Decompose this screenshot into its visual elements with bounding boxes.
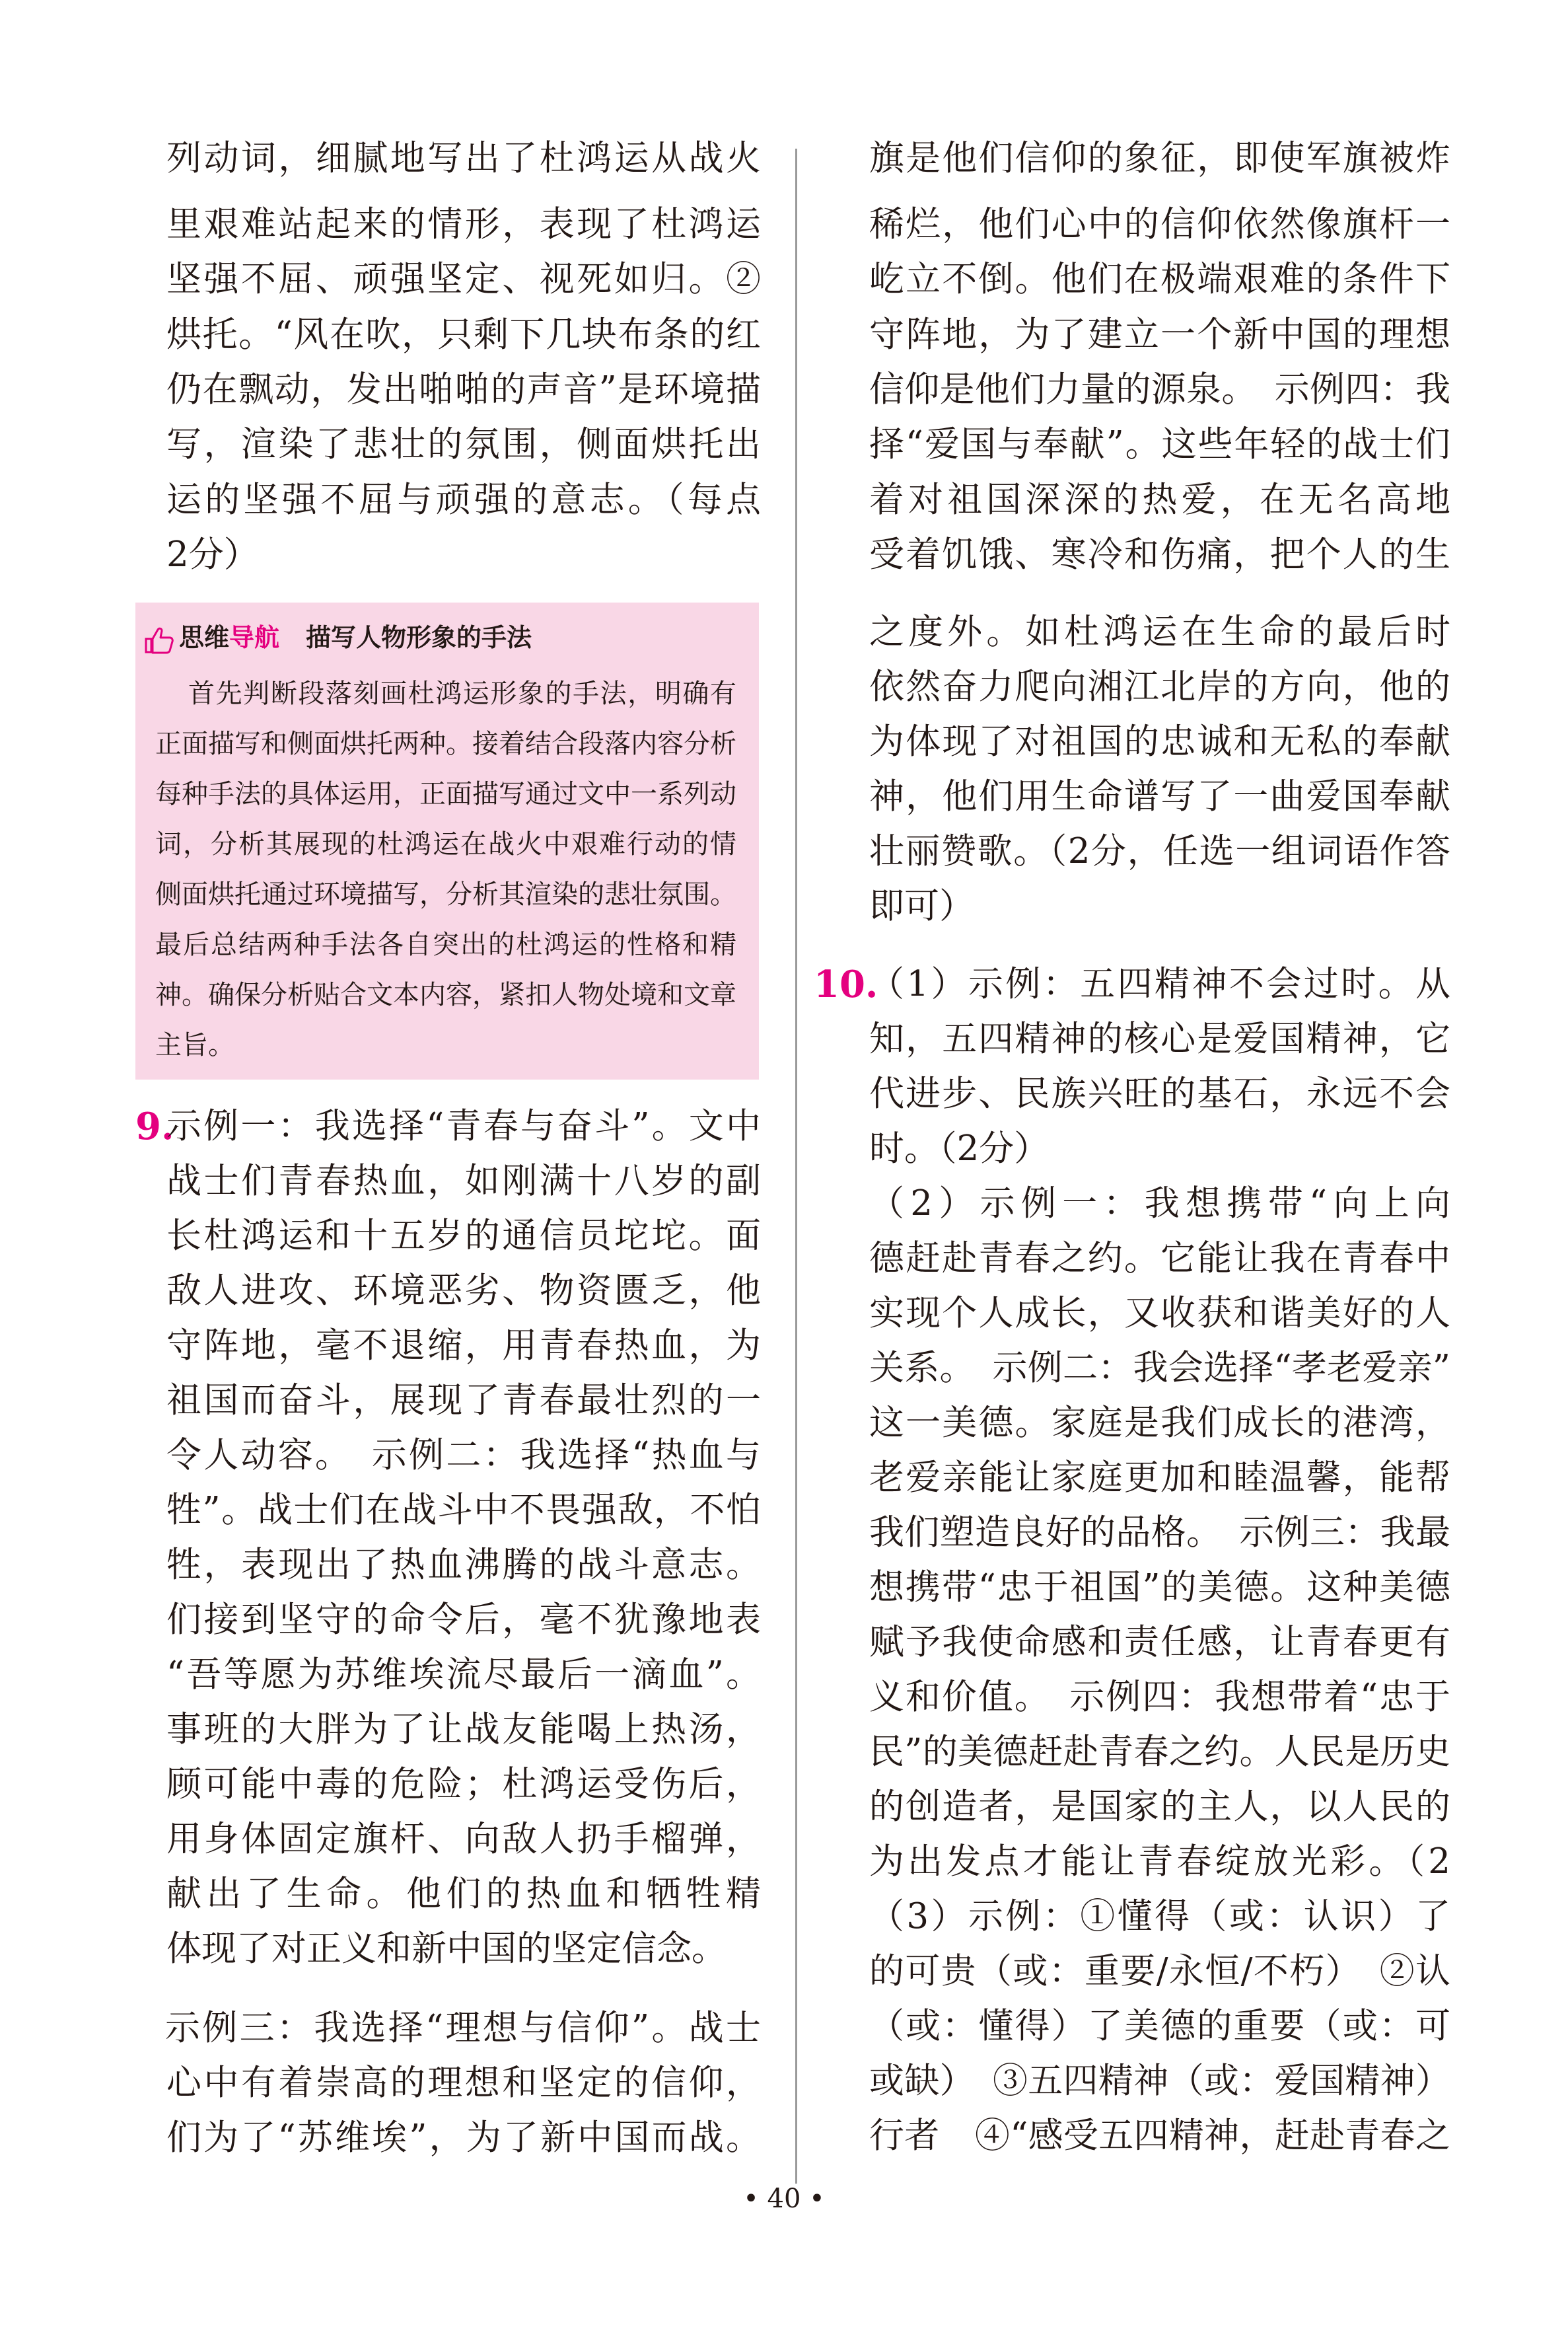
guide-line: 首先判断段落刻画杜鸿运形象的手法，明确有 bbox=[188, 679, 736, 709]
thinking-guide-box bbox=[135, 603, 759, 1080]
answer-line: （或：懂得）了美德的重要（或：可 bbox=[869, 2006, 1450, 2046]
answer-line: 运的坚强不屈与顽强的意志。（每点 bbox=[166, 480, 761, 520]
guide-line: 词，分析其展现的杜鸿运在战火中艰难行动的情 bbox=[155, 829, 736, 860]
answer-line: “吾等愿为苏维埃流尽最后一滴血”。 bbox=[166, 1654, 761, 1695]
guide-label-part1: 思维 bbox=[179, 623, 230, 652]
question-number-10: 10. bbox=[814, 963, 878, 1006]
answer-line: 民”的美德赶赴青春之约。人民是历史 bbox=[869, 1732, 1450, 1772]
answer-line: 或缺） ③五四精神（或：爱国精神） bbox=[869, 2061, 1450, 2101]
answer-line: 实现个人成长，又收获和谐美好的人 bbox=[869, 1293, 1450, 1333]
answer-line: （3）示例：①懂得（或：认识）了 bbox=[869, 1896, 1450, 1937]
answer-line: 着对祖国深深的热爱，在无名高地 bbox=[869, 480, 1450, 520]
answer-line: 关系。 示例二：我会选择“孝老爱亲” bbox=[869, 1348, 1450, 1388]
answer-line: 义和价值。 示例四：我想带着“忠于 bbox=[869, 1677, 1450, 1717]
answer-line: 赋予我使命感和责任感，让青春更有 bbox=[869, 1622, 1450, 1662]
answer-line: 即可） bbox=[869, 886, 974, 926]
answer-line: 为出发点才能让青春绽放光彩。（2 bbox=[869, 1841, 1450, 1882]
answer-line: 牲，表现出了热血沸腾的战斗意志。 bbox=[166, 1545, 761, 1585]
answer-line: 知，五四精神的核心是爱国精神，它 bbox=[869, 1019, 1450, 1059]
guide-line: 神。确保分析贴合文本内容，紧扣人物处境和文章 bbox=[155, 980, 736, 1010]
answer-line: 祖国而奋斗，展现了青春最壮烈的一 bbox=[166, 1380, 761, 1421]
answer-line: 屹立不倒。他们在极端艰难的条件下 bbox=[869, 259, 1450, 299]
answer-line: 壮丽赞歌。（2分，任选一组词语作答 bbox=[869, 831, 1450, 871]
guide-line: 正面描写和侧面烘托两种。接着结合段落内容分析 bbox=[155, 729, 736, 759]
answer-line: 之度外。如杜鸿运在生命的最后时 bbox=[869, 612, 1450, 652]
guide-line: 最后总结两种手法各自突出的杜鸿运的性格和精 bbox=[155, 930, 736, 960]
column-divider bbox=[795, 149, 797, 2184]
guide-label-part2: 导航 bbox=[229, 623, 280, 652]
answer-line: 想携带“忠于祖国”的美德。这种美德 bbox=[869, 1567, 1450, 1607]
answer-line: 择“爱国与奉献”。这些年轻的战士们 bbox=[869, 424, 1450, 464]
guide-line: 侧面烘托通过环境描写，分析其渲染的悲壮氛围。 bbox=[155, 879, 736, 910]
answer-line: （2）示例一：我想携带“向上向 bbox=[869, 1183, 1450, 1224]
answer-line: 的可贵（或：重要/永恒/不朽） ②认 bbox=[869, 1951, 1450, 1991]
answer-line: 列动词，细腻地写出了杜鸿运从战火 bbox=[166, 138, 761, 178]
question-number-9: 9. bbox=[135, 1105, 174, 1148]
answer-line: 代进步、民族兴旺的基石，永远不会 bbox=[869, 1074, 1450, 1114]
guide-topic: 描写人物形象的手法 bbox=[306, 623, 532, 652]
answer-line: 用身体固定旗杆、向敌人扔手榴弹， bbox=[166, 1819, 761, 1859]
answer-line: 的创造者，是国家的主人，以人民的 bbox=[869, 1787, 1450, 1827]
answer-line: 2分） bbox=[166, 535, 259, 575]
answer-line: 事班的大胖为了让战友能喝上热汤， bbox=[166, 1709, 761, 1750]
answer-line: 长杜鸿运和十五岁的通信员坨坨。面 bbox=[166, 1216, 761, 1256]
answer-line: 依然奋力爬向湘江北岸的方向，他的 bbox=[869, 667, 1450, 707]
answer-line: 们为了“苏维埃”，为了新中国而战。 bbox=[166, 2118, 761, 2158]
answer-line: 里艰难站起来的情形，表现了杜鸿运 bbox=[166, 204, 761, 244]
answer-line: 信仰是他们力量的源泉。 示例四：我 bbox=[869, 369, 1450, 410]
answer-line: （1）示例：五四精神不会过时。从 bbox=[869, 964, 1450, 1004]
answer-line: 德赶赴青春之约。它能让我在青春中 bbox=[869, 1238, 1450, 1278]
answer-line: 这一美德。家庭是我们成长的港湾， bbox=[869, 1403, 1450, 1443]
answer-line: 守阵地，毫不退缩，用青春热血，为 bbox=[166, 1325, 761, 1366]
answer-line: 旗是他们信仰的象征，即使军旗被炸 bbox=[869, 138, 1450, 178]
guide-line: 主旨。 bbox=[155, 1030, 234, 1060]
answer-line: 示例一：我选择“青春与奋斗”。文中 bbox=[166, 1106, 761, 1146]
guide-header bbox=[142, 614, 532, 661]
answer-line: 献出了生命。他们的热血和牺牲精 bbox=[166, 1874, 761, 1914]
answer-line: 受着饥饿、寒冷和伤痛，把个人的生 bbox=[869, 535, 1450, 575]
answer-line: 战士们青春热血，如刚满十八岁的副 bbox=[166, 1161, 761, 1201]
answer-line: 敌人进攻、环境恶劣、物资匮乏，他 bbox=[166, 1271, 761, 1311]
answer-line: 为体现了对祖国的忠诚和无私的奉献 bbox=[869, 721, 1450, 762]
answer-line: 稀烂，他们心中的信仰依然像旗杆一 bbox=[869, 204, 1450, 244]
answer-line: 行者 ④“感受五四精神，赶赴青春之 bbox=[869, 2116, 1450, 2156]
answer-line: 们接到坚守的命令后，毫不犹豫地表 bbox=[166, 1600, 761, 1640]
answer-line: 我们塑造良好的品格。 示例三：我最 bbox=[869, 1512, 1450, 1553]
answer-line: 写，渲染了悲壮的氛围，侧面烘托出 bbox=[166, 424, 761, 464]
answer-line: 心中有着崇高的理想和坚定的信仰， bbox=[166, 2063, 761, 2103]
answer-line: 顾可能中毒的危险；杜鸿运受伤后， bbox=[166, 1764, 761, 1804]
answer-line: 老爱亲能让家庭更加和睦温馨，能帮 bbox=[869, 1458, 1450, 1498]
answer-line: 牲”。战士们在战斗中不畏强敌，不怕 bbox=[166, 1490, 761, 1530]
answer-line: 令人动容。 示例二：我选择“热血与 bbox=[166, 1435, 761, 1475]
answer-line: 示例三：我选择“理想与信仰”。战士 bbox=[165, 2008, 761, 2048]
answer-line: 时。（2分） bbox=[869, 1128, 1050, 1169]
thumb-pointer-icon bbox=[142, 623, 175, 656]
answer-line: 烘托。“风在吹，只剩下几块布条的红 bbox=[166, 314, 761, 355]
answer-line: 体现了对正义和新中国的坚定信念。 bbox=[166, 1929, 727, 1969]
answer-line: 神，他们用生命谱写了一曲爱国奉献 bbox=[869, 776, 1450, 817]
answer-line: 仍在飘动，发出啪啪的声音”是环境描 bbox=[166, 369, 761, 410]
page-number: • 40 • bbox=[743, 2184, 825, 2214]
answer-line: 守阵地，为了建立一个新中国的理想 bbox=[869, 314, 1450, 355]
guide-line: 每种手法的具体运用，正面描写通过文中一系列动 bbox=[155, 779, 736, 809]
answer-line: 坚强不屈、顽强坚定、视死如归。② bbox=[166, 259, 761, 299]
